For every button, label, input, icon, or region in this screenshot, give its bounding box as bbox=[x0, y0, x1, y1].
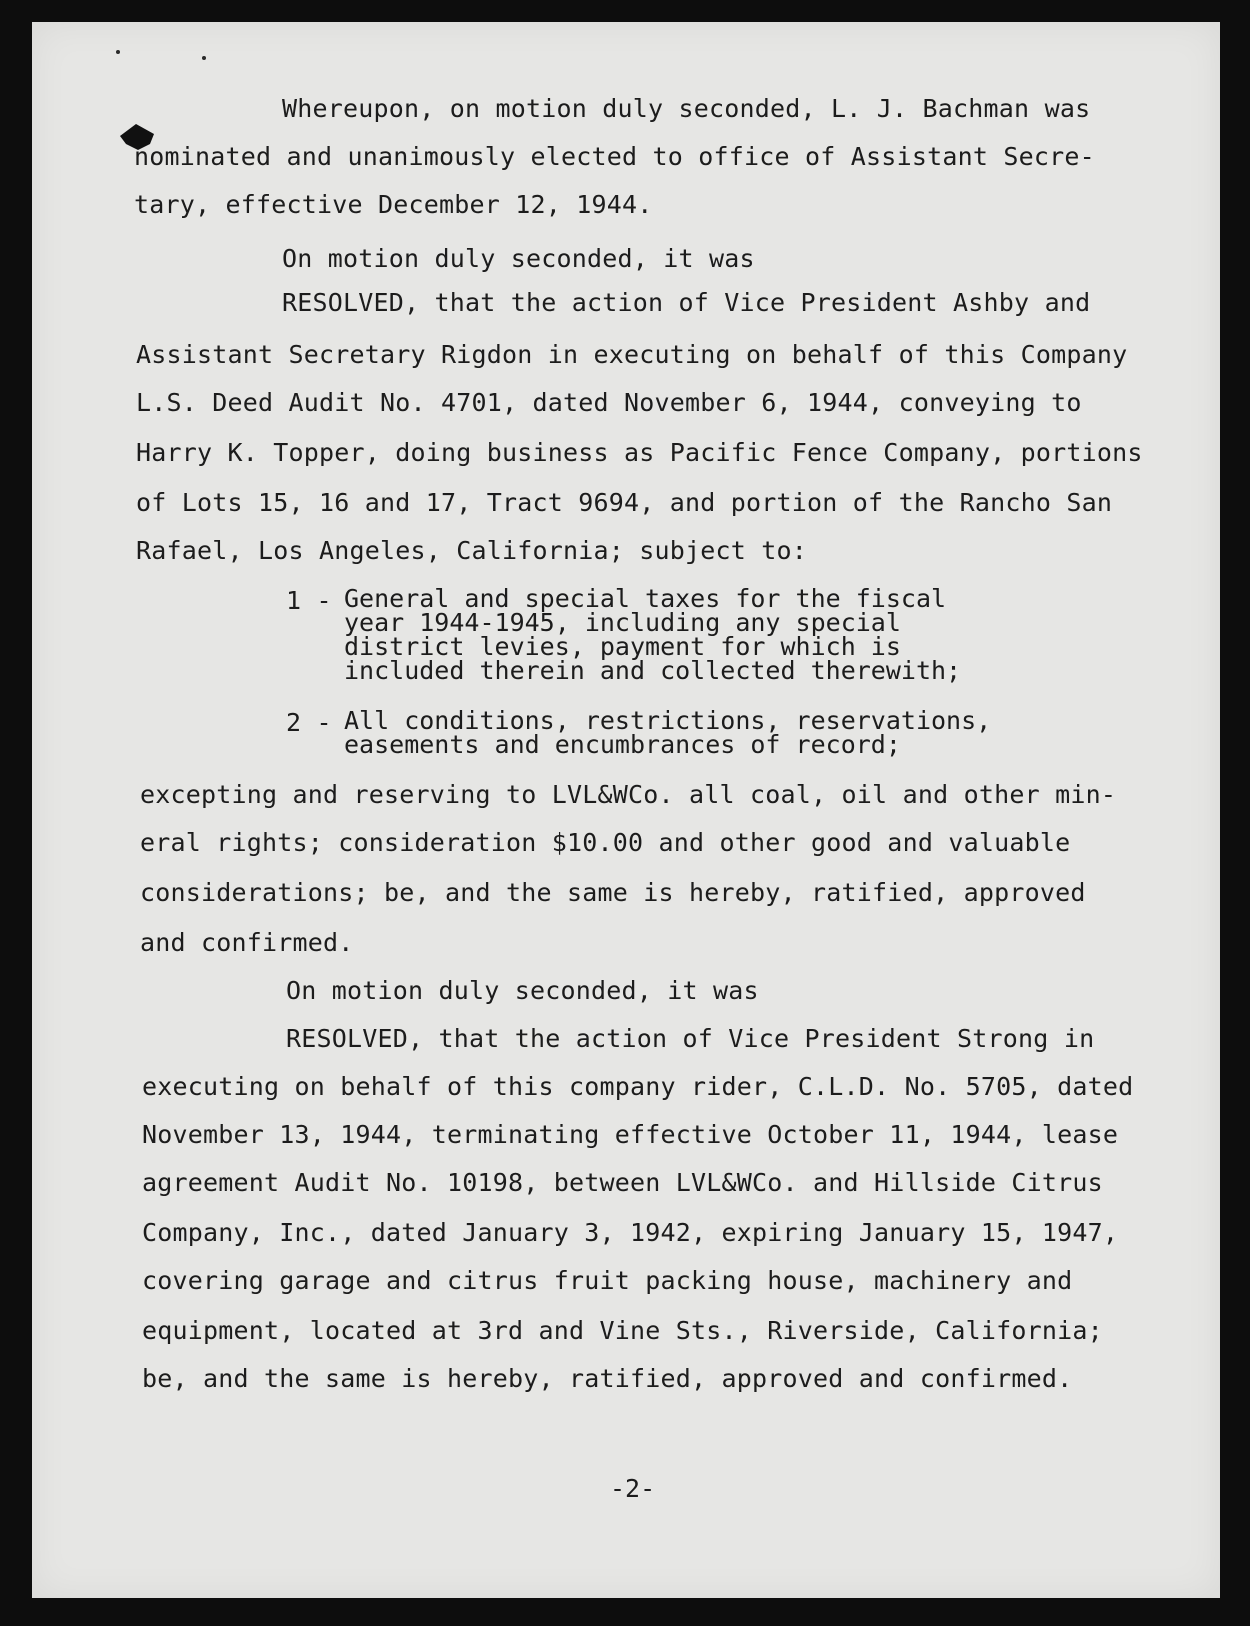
paragraph-line: equipment, located at 3rd and Vine Sts., Riverside, California; bbox=[142, 1316, 1103, 1345]
paragraph-line: eral rights; consideration $10.00 and other good and valuable bbox=[140, 828, 1071, 857]
paragraph-line: Assistant Secretary Rigdon in executing on behalf of this Company bbox=[136, 340, 1128, 369]
paragraph-line: considerations; be, and the same is hereby, ratified, approved bbox=[140, 878, 1086, 907]
item-number: 1 - bbox=[286, 586, 332, 615]
paragraph-line: of Lots 15, 16 and 17, Tract 9694, and portion of the Rancho San bbox=[136, 488, 1113, 517]
paragraph-line: On motion duly seconded, it was bbox=[286, 976, 759, 1005]
paragraph-line: excepting and reserving to LVL&WCo. all coal, oil and other min- bbox=[140, 780, 1117, 809]
paragraph-line: Whereupon, on motion duly seconded, L. J. Bachman was bbox=[282, 94, 1091, 123]
paragraph-line: Rafael, Los Angeles, California; subject to: bbox=[136, 536, 808, 565]
item-text: year 1944-1945, including any special bbox=[344, 608, 901, 637]
paragraph-line: be, and the same is hereby, ratified, approved and confirmed. bbox=[142, 1364, 1073, 1393]
paragraph-line: On motion duly seconded, it was bbox=[282, 244, 755, 273]
item-text: easements and encumbrances of record; bbox=[344, 730, 901, 759]
paper-speck bbox=[202, 56, 206, 60]
paragraph-line: executing on behalf of this company rider, C.L.D. No. 5705, dated bbox=[142, 1072, 1134, 1101]
paragraph-line: Harry K. Topper, doing business as Pacific Fence Company, portions bbox=[136, 438, 1143, 467]
paragraph-line: agreement Audit No. 10198, between LVL&WCo. and Hillside Citrus bbox=[142, 1168, 1103, 1197]
paper-speck bbox=[116, 50, 120, 54]
paragraph-line: RESOLVED, that the action of Vice President Strong in bbox=[286, 1024, 1095, 1053]
item-text: All conditions, restrictions, reservations, bbox=[344, 706, 992, 735]
item-text: district levies, payment for which is bbox=[344, 632, 901, 661]
paragraph-line: covering garage and citrus fruit packing house, machinery and bbox=[142, 1266, 1073, 1295]
paragraph-line: L.S. Deed Audit No. 4701, dated November 6, 1944, conveying to bbox=[136, 388, 1082, 417]
paragraph-line: RESOLVED, that the action of Vice President Ashby and bbox=[282, 288, 1091, 317]
item-number: 2 - bbox=[286, 708, 332, 737]
page-number: -2- bbox=[610, 1474, 656, 1503]
paragraph-line: tary, effective December 12, 1944. bbox=[134, 190, 653, 219]
paragraph-line: nominated and unanimously elected to office of Assistant Secre- bbox=[134, 142, 1095, 171]
paragraph-line: Company, Inc., dated January 3, 1942, expiring January 15, 1947, bbox=[142, 1218, 1119, 1247]
item-text: included therein and collected therewith; bbox=[344, 656, 962, 685]
item-text: General and special taxes for the fiscal bbox=[344, 584, 947, 613]
paragraph-line: and confirmed. bbox=[140, 928, 354, 957]
paragraph-line: November 13, 1944, terminating effective October 11, 1944, lease bbox=[142, 1120, 1119, 1149]
paper-sheet bbox=[32, 22, 1220, 1598]
